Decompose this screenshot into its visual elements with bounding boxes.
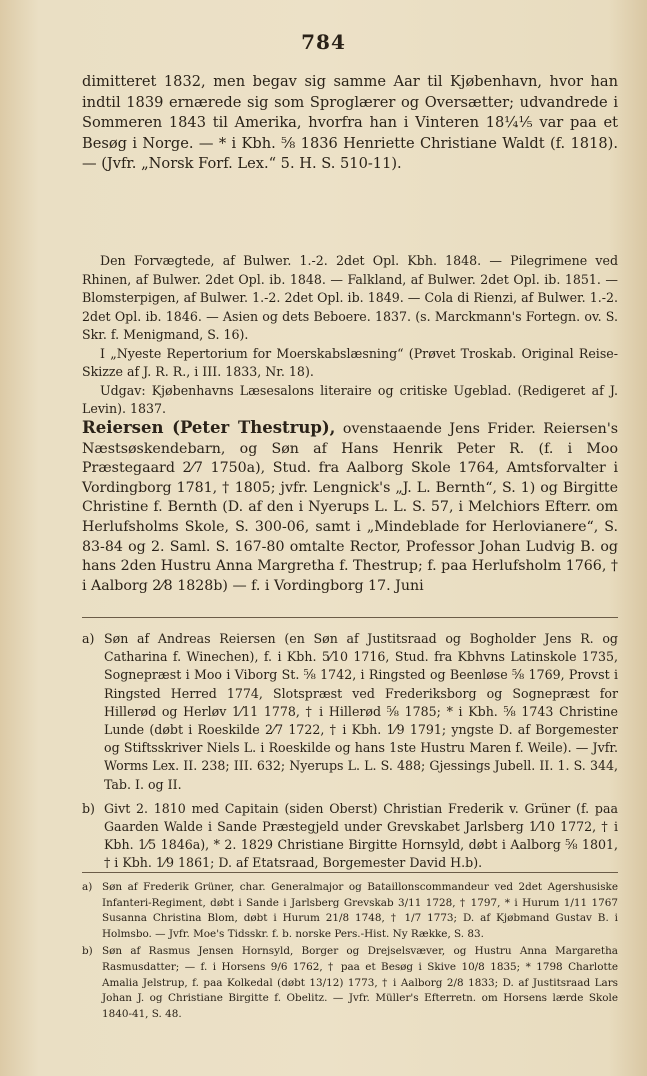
bibliography-block xyxy=(82,252,618,419)
footnotes-block xyxy=(82,880,618,1024)
note-b-marker: b) xyxy=(82,800,95,816)
note-a-text: Søn af Andreas Reiersen (en Søn af Justitsraad og Bogholder Jens R. og Catharina f. Winechen), f. i Kbh. 5⁄10 1716, Stud. fra Kbhvns Latinskole 1735, Sognepræst i Moo i Viborg St. ⅝ 1742, i Ringsted og Beenløse ⅝ 1769, Provst i Ringsted Herred 1774, Slotspræst ved Frederiksborg og Sognepræst for Hillerød og Herløv 1⁄11 1778, † i Hillerød ⅝ 1785; * i Kbh. ⅝ 1743 Christine Lunde (døbt i Roeskilde 2⁄7 1722, † i Kbh. 1⁄9 1791; yngste D. af Borgemester og Stiftsskriver Niels L. i Roeskilde og hans 1ste Hustru Maren f. Weile). — Jvfr. Worms Lex. II. 238; III. 632; Nyerups L. L. S. 488; Gjessings Jubell. II. 1. S. 344, Tab. I. og II. xyxy=(104,631,618,792)
entry-text: ovenstaaende Jens Frider. Reiersen's Næstsøskendebarn, og Søn af Hans Henrik Peter R. (f. i Moo Præstegaard 2⁄7 1750a), Stud. fra Aalborg Skole 1764, Amtsforvalter i Vordingborg 1781, † 1805; jvfr. Lengnick's „J. L. Bernth“, S. 1) og Birgitte Christine f. Bernth (D. af den i Nyerups L. L. S. 57, i Melchiors Efterr. om Herlufsholms Skole, S. 300-06, samt i „Mindeblade for Herlovianere“, S. 83-84 og 2. Saml. S. 167-80 omtalte Rector, Professor Johan Ludvig B. og hans 2den Hustru Anna Margretha f. Thestrup; f. paa Herlufsholm 1766, † i Aalborg 2⁄8 1828b) — f. i Vordingborg 17. Juni xyxy=(82,421,618,594)
bibliography-editor: Udgav: Kjøbenhavns Læsesalons literaire og critiske Ugeblad. (Redigeret af J. Levin). 1837. xyxy=(82,382,618,416)
biographical-entry xyxy=(82,418,618,596)
note-b xyxy=(82,800,618,873)
entry-heading: Reiersen (Peter Thestrup), xyxy=(82,418,336,437)
separator-rule xyxy=(82,617,618,618)
bibliography-repertorium: I „Nyeste Repertorium for Moerskabslæsning“ (Prøvet Troskab. Original Reise-Skizze af J. R. R., i III. 1833, Nr. 18). xyxy=(82,345,618,379)
footnote-a-marker: a) xyxy=(82,881,93,893)
main-text: dimitteret 1832, men begav sig samme Aar til Kjøbenhavn, hvor han indtil 1839 ernærede sig som Sproglærer og Oversætter; udvandrede i Sommeren 1843 til Amerika, hvorfra han i Vinteren 18¼⅕ var paa et Besøg i Norge. — * i Kbh. ⅝ 1836 Henriette Christiane Waldt (f. 1818). — (Jvfr. „Norsk Forf. Lex.“ 5. H. S. 510-11). xyxy=(82,73,618,172)
footnote-b-text: Søn af Rasmus Jensen Hornsyld, Borger og Drejselsvæver, og Hustru Anna Margaretha Rasmusdatter; — f. i Horsens 9/6 1762, † paa et Besøg i Skive 10/8 1835; * 1798 Charlotte Amalia Jelstrup, f. paa Kolkedal (døbt 13/12) 1773, † i Aalborg 2/8 1833; D. af Justitsraad Lars Johan J. og Christiane Birgitte f. Obelitz. — Jvfr. Müller's Efterretn. om Horsens lærde Skole 1840-41, S. 48. xyxy=(102,945,618,1020)
footnote-a xyxy=(82,880,618,942)
bibliography-works: Den Forvægtede, af Bulwer. 1.-2. 2det Opl. Kbh. 1848. — Pilegrimene ved Rhinen, af Bulwer. 2det Opl. ib. 1848. — Falkland, af Bulwer. 2det Opl. ib. 1851. — Blomsterpigen, af Bulwer. 1.-2. 2det Opl. ib. 1849. — Cola di Rienzi, af Bulwer. 1.-2. 2det Opl. ib. 1846. — Asien og dets Beboere. 1837. (s. Marckmann's Fortegn. ov. S. Skr. f. Menigmand, S. 16). xyxy=(82,253,618,342)
note-b-text: Givt 2. 1810 med Capitain (siden Oberst) Christian Frederik v. Grüner (f. paa Gaarden Walde i Sande Præstegjeld under Grevskabet Jarlsberg 1⁄10 1772, † i Kbh. 1⁄5 1846a), * 2. 1829 Christiane Birgitte Hornsyld, døbt i Aalborg ⅝ 1801, † i Kbh. 1⁄9 1861; D. af Etatsraad, Borgemester David H.b). xyxy=(104,800,618,871)
footnote-a-text: Søn af Frederik Grüner, char. Generalmajor og Bataillonscommandeur ved 2det Agershusiske Infanteri-Regiment, døbt i Sande i Jarlsberg Grevskab 3/11 1728, † 1797, * i Hurum 1/11 1767 Susanna Christina Blom, døbt i Hurum 21/8 1748, † 1/7 1773; D. af Kjøbmand Gustav B. i Holmsbo. — Jvfr. Moe's Tidsskr. f. b. norske Pers.-Hist. Ny Række, S. 83. xyxy=(102,881,618,940)
note-a xyxy=(82,630,618,794)
footnote-rule xyxy=(82,872,618,873)
page-number: 784 xyxy=(301,30,346,54)
notes-block xyxy=(82,630,618,879)
footnote-b-marker: b) xyxy=(82,945,93,958)
footnote-b xyxy=(82,944,618,1022)
main-paragraph xyxy=(82,72,618,175)
note-a-marker: a) xyxy=(82,631,95,646)
